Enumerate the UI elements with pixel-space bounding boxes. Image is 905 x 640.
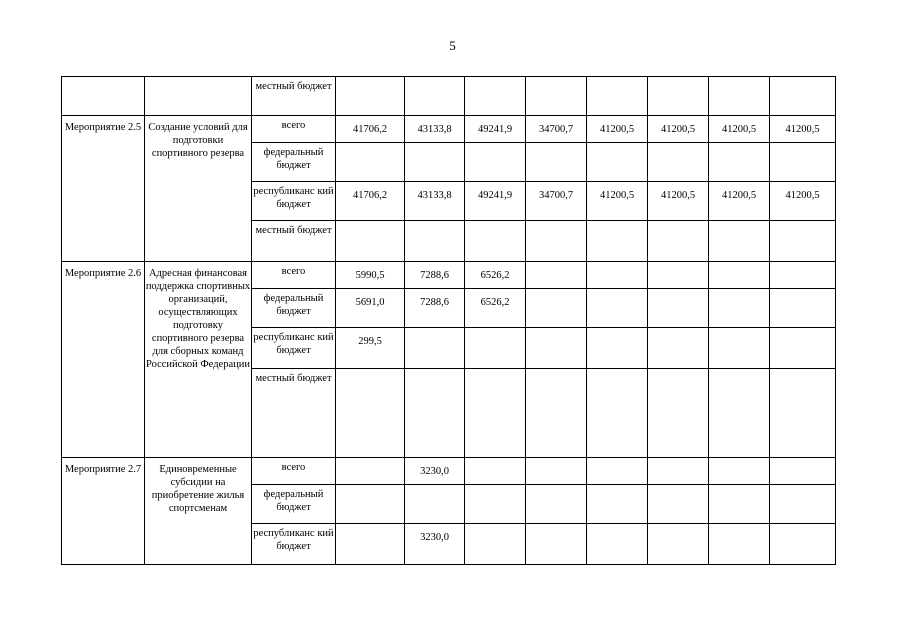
value-cell <box>770 369 836 458</box>
value-cell <box>587 369 648 458</box>
value-cell: 299,5 <box>336 328 405 369</box>
budget-table <box>61 76 836 565</box>
value-cell: 43133,8 <box>405 116 465 143</box>
funding-source-cell: всего <box>252 458 336 485</box>
value-cell: 7288,6 <box>405 289 465 328</box>
value-cell <box>587 524 648 565</box>
measure-title-cell <box>145 77 252 116</box>
value-cell <box>465 143 526 182</box>
value-cell <box>770 524 836 565</box>
value-cell <box>709 221 770 262</box>
value-cell: 41706,2 <box>336 116 405 143</box>
value-cell <box>587 221 648 262</box>
value-cell <box>709 369 770 458</box>
table-row <box>62 458 836 485</box>
measure-title-cell: Создание условий для подготовки спортивного резерва <box>145 116 252 262</box>
value-cell <box>709 289 770 328</box>
value-cell <box>648 369 709 458</box>
value-cell <box>405 143 465 182</box>
value-cell <box>709 77 770 116</box>
value-cell <box>648 143 709 182</box>
value-cell <box>526 77 587 116</box>
funding-source-cell: республиканс кий бюджет <box>252 524 336 565</box>
value-cell <box>465 77 526 116</box>
measure-title-cell: Единовременные субсидии на приобретение жилья спортсменам <box>145 458 252 565</box>
funding-source-cell: всего <box>252 262 336 289</box>
value-cell <box>587 262 648 289</box>
table-row <box>62 77 836 116</box>
funding-source-cell: республиканс кий бюджет <box>252 328 336 369</box>
value-cell <box>587 485 648 524</box>
value-cell <box>526 485 587 524</box>
value-cell <box>465 328 526 369</box>
value-cell <box>770 289 836 328</box>
table-row <box>62 262 836 289</box>
value-cell <box>465 221 526 262</box>
value-cell <box>526 328 587 369</box>
value-cell: 3230,0 <box>405 458 465 485</box>
funding-source-cell: федеральный бюджет <box>252 143 336 182</box>
value-cell <box>336 77 405 116</box>
funding-source-cell: всего <box>252 116 336 143</box>
funding-source-cell: местный бюджет <box>252 77 336 116</box>
value-cell <box>336 143 405 182</box>
value-cell <box>587 328 648 369</box>
value-cell <box>336 221 405 262</box>
measure-title-cell: Адресная финансовая поддержка спортивных организаций, осуществляющих подготовку спортивного резерва для сборных команд Российской Федерации <box>145 262 252 458</box>
value-cell: 41200,5 <box>709 116 770 143</box>
value-cell <box>770 485 836 524</box>
value-cell <box>648 221 709 262</box>
value-cell <box>709 458 770 485</box>
value-cell: 34700,7 <box>526 116 587 143</box>
value-cell <box>709 485 770 524</box>
measure-id-cell <box>62 77 145 116</box>
value-cell: 49241,9 <box>465 182 526 221</box>
value-cell: 6526,2 <box>465 262 526 289</box>
value-cell <box>465 524 526 565</box>
value-cell <box>336 485 405 524</box>
value-cell: 41200,5 <box>587 116 648 143</box>
value-cell <box>709 143 770 182</box>
value-cell <box>336 458 405 485</box>
value-cell <box>587 77 648 116</box>
funding-source-cell: федеральный бюджет <box>252 485 336 524</box>
value-cell: 43133,8 <box>405 182 465 221</box>
value-cell <box>770 143 836 182</box>
value-cell <box>770 262 836 289</box>
value-cell: 49241,9 <box>465 116 526 143</box>
value-cell <box>405 369 465 458</box>
value-cell: 3230,0 <box>405 524 465 565</box>
value-cell: 41200,5 <box>648 182 709 221</box>
value-cell <box>465 369 526 458</box>
value-cell <box>465 458 526 485</box>
value-cell <box>770 458 836 485</box>
value-cell: 41200,5 <box>648 116 709 143</box>
value-cell <box>648 328 709 369</box>
value-cell <box>465 485 526 524</box>
value-cell <box>648 485 709 524</box>
value-cell <box>770 221 836 262</box>
table-row <box>62 116 836 143</box>
measure-id-cell: Мероприятие 2.5 <box>62 116 145 262</box>
value-cell <box>648 458 709 485</box>
value-cell <box>526 458 587 485</box>
value-cell: 34700,7 <box>526 182 587 221</box>
budget-table-body <box>62 77 836 565</box>
value-cell: 41200,5 <box>587 182 648 221</box>
value-cell <box>405 485 465 524</box>
funding-source-cell: местный бюджет <box>252 369 336 458</box>
measure-id-cell: Мероприятие 2.6 <box>62 262 145 458</box>
value-cell <box>526 289 587 328</box>
measure-id-cell: Мероприятие 2.7 <box>62 458 145 565</box>
value-cell <box>526 524 587 565</box>
value-cell <box>648 524 709 565</box>
value-cell <box>526 262 587 289</box>
value-cell <box>648 262 709 289</box>
page-number: 5 <box>449 38 456 53</box>
value-cell <box>770 77 836 116</box>
value-cell <box>648 289 709 328</box>
value-cell <box>405 328 465 369</box>
value-cell <box>648 77 709 116</box>
value-cell <box>587 143 648 182</box>
value-cell <box>587 289 648 328</box>
value-cell: 41200,5 <box>770 116 836 143</box>
value-cell <box>526 221 587 262</box>
value-cell: 7288,6 <box>405 262 465 289</box>
value-cell <box>405 221 465 262</box>
value-cell <box>709 524 770 565</box>
value-cell: 6526,2 <box>465 289 526 328</box>
value-cell <box>709 328 770 369</box>
value-cell <box>526 369 587 458</box>
funding-source-cell: республиканс кий бюджет <box>252 182 336 221</box>
value-cell <box>709 262 770 289</box>
value-cell <box>770 328 836 369</box>
value-cell <box>587 458 648 485</box>
funding-source-cell: федеральный бюджет <box>252 289 336 328</box>
value-cell: 5990,5 <box>336 262 405 289</box>
value-cell <box>526 143 587 182</box>
value-cell: 5691,0 <box>336 289 405 328</box>
funding-source-cell: местный бюджет <box>252 221 336 262</box>
value-cell <box>336 524 405 565</box>
value-cell: 41200,5 <box>709 182 770 221</box>
value-cell: 41200,5 <box>770 182 836 221</box>
value-cell: 41706,2 <box>336 182 405 221</box>
value-cell <box>336 369 405 458</box>
value-cell <box>405 77 465 116</box>
